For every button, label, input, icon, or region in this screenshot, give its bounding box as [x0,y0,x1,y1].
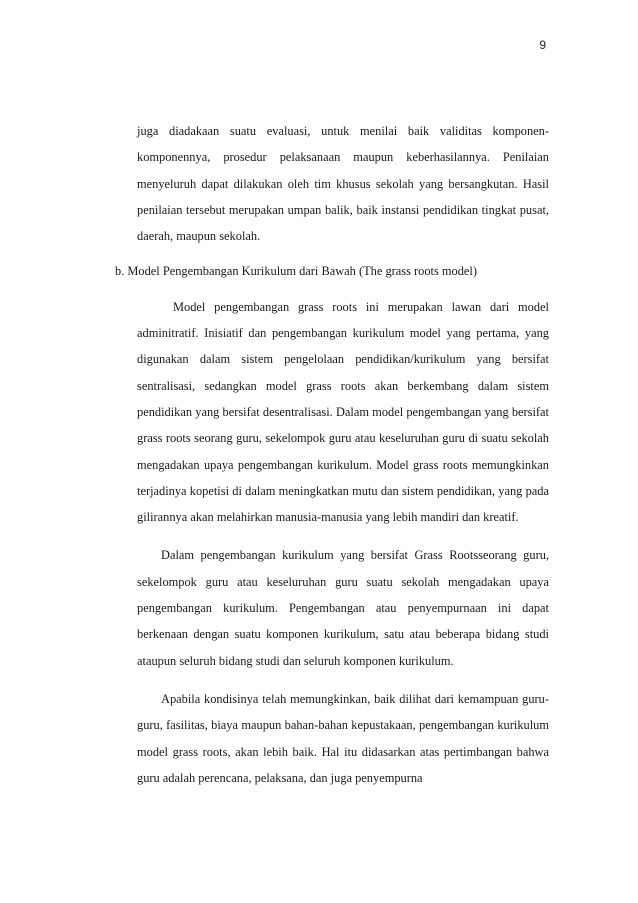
page-number: 9 [539,38,546,52]
paragraph-conditions: Apabila kondisinya telah memungkinkan, baik dilihat dari kemampuan guru-guru, fasilitas, biaya maupun bahan-bahan kepustakaan, pengembangan kurikulum model grass roots, akan lebih baik. Hal itu didasarkan atas pertimbangan bahwa guru adalah perencana, pelaksana, dan juga penyempurna [137,691,549,785]
paragraph-development: Dalam pengembangan kurikulum yang bersifat Grass Rootsseorang guru, sekelompok guru atau keseluruhan guru suatu sekolah mengadakan upaya pengembangan kurikulum. Pengembangan atau penyempurnaan ini dapat berkenaan dengan suatu komponen kurikulum, satu atau beberapa bidang studi ataupun seluruh bidang studi dan seluruh komponen kurikulum. [137,548,549,668]
paragraph-evaluation: juga diadakaan suatu evaluasi, untuk menilai baik validitas komponen-komponennya, prosedur pelaksanaan maupun keberhasilannya. Penilaian menyeluruh dapat dilakukan oleh tim khusus sekolah yang bersangkutan. Hasil penilaian tersebut merupakan umpan balik, baik instansi pendidikan tingkat pusat, daerah, maupun sekolah. [137,124,549,244]
section-heading-grass-roots: b. Model Pengembangan Kurikulum dari Bawah (The grass roots model) [115,264,478,279]
paragraph-grass-roots-model: Model pengembangan grass roots ini merupakan lawan dari model adminitratif. Inisiatif dan pengembangan kurikulum model yang pertama, yang digunakan dalam sistem pengelolaan pendidikan/kurikulum yang bersifat sentralisasi, sedangkan model grass roots akan berkembang dalam sistem pendidikan yang bersifat desentralisasi. Dalam model pengembangan yang bersifat grass roots seorang guru, sekelompok guru atau keseluruhan guru di suatu sekolah mengadakan upaya pengembangan kurikulum. Model grass roots memungkinkan terjadinya kopetisi di dalam meningkatkan mutu dan sistem pendidikan, yang pada gilirannya akan melahirkan manusia-manusia yang lebih mandiri dan kreatif. [137,299,549,525]
document-body [115,118,549,791]
